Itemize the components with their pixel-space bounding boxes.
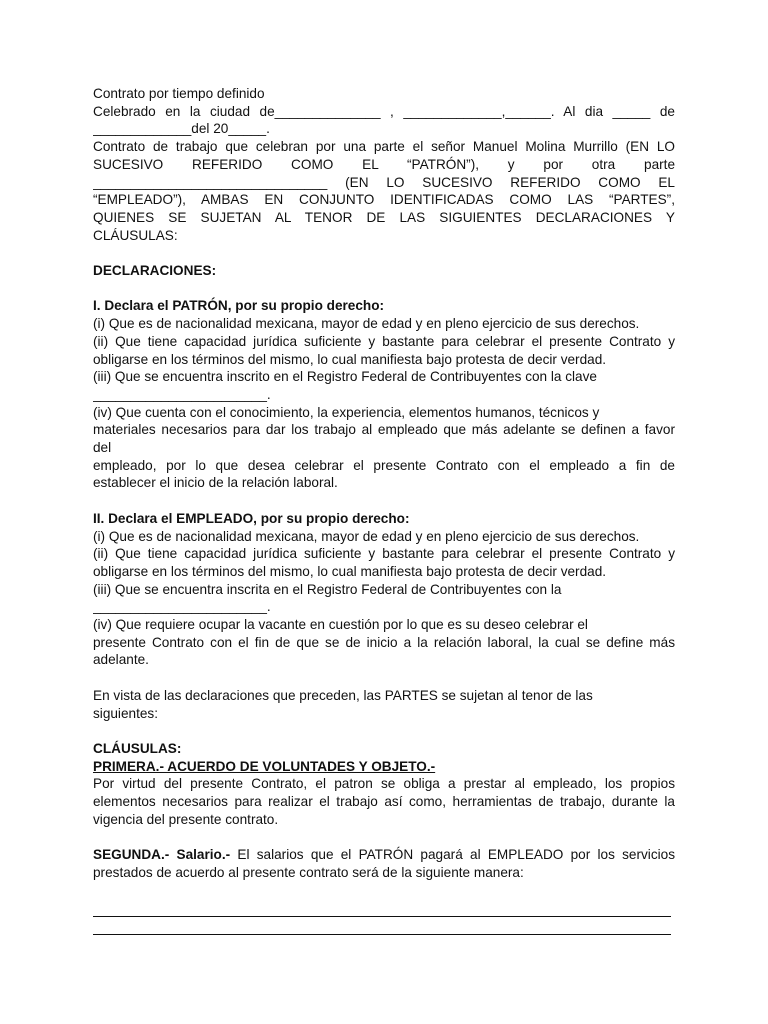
primera-clause-text: vigencia del presente contrato. bbox=[93, 811, 279, 827]
empleado-item: obligarse en los términos del mismo, lo cual manifiesta bajo protesta de decir verdad. bbox=[93, 563, 607, 579]
celebration-date-line: _____________del 20_____. bbox=[93, 121, 270, 137]
intro-line: “EMPLEADO”), AMBAS EN CONJUNTO IDENTIFICADAS COMO LAS “PARTES”, bbox=[93, 192, 675, 208]
document-page bbox=[93, 85, 675, 935]
declaraciones-heading: DECLARACIONES: bbox=[93, 263, 217, 279]
empleado-rfc-blank: _______________________. bbox=[93, 599, 271, 615]
empleado-item: (iv) Que requiere ocupar la vacante en cuestión por lo que es su deseo celebrar el bbox=[93, 617, 588, 633]
patron-item: materiales necesarios para dar los trabajo al empleado que más adelante se definen a favor bbox=[93, 422, 675, 438]
empleado-item: (iii) Que se encuentra inscrita en el Registro Federal de Contribuyentes con la bbox=[93, 581, 562, 597]
patron-declaration-heading: I. Declara el PATRÓN, por su propio derecho: bbox=[93, 298, 385, 314]
segunda-clause-text: prestados de acuerdo al presente contrato será de la siguiente manera: bbox=[93, 864, 524, 880]
vista-paragraph: siguientes: bbox=[93, 705, 158, 721]
celebration-place-line: Celebrado en la ciudad de______________ , _____________,______. Al dia _____ de bbox=[93, 103, 675, 119]
empleado-item: presente Contrato con el fin de que se de inicio a la relación laboral, la cual se define más bbox=[93, 634, 675, 650]
empleado-declaration-heading: II. Declara el EMPLEADO, por su propio derecho: bbox=[93, 510, 410, 526]
salary-blank-line bbox=[93, 923, 671, 935]
segunda-clause-label: SEGUNDA.- Salario.- bbox=[93, 847, 231, 863]
patron-item: del bbox=[93, 440, 112, 456]
primera-clause-text: elementos necesarios para realizar el trabajo así como, herramientas de trabajo, durante la bbox=[93, 794, 675, 810]
patron-item: (iv) Que cuenta con el conocimiento, la experiencia, elementos humanos, técnicos y bbox=[93, 404, 600, 420]
patron-rfc-blank: _______________________. bbox=[93, 386, 271, 402]
salary-blank-line bbox=[93, 905, 671, 917]
intro-line: _______________________________ (EN LO SUCESIVO REFERIDO COMO EL bbox=[93, 174, 675, 190]
vista-paragraph: En vista de las declaraciones que preceden, las PARTES se sujetan al tenor de las bbox=[93, 687, 593, 703]
patron-item: (iii) Que se encuentra inscrito en el Registro Federal de Contribuyentes con la clave bbox=[93, 369, 597, 385]
patron-item: establecer el inicio de la relación laboral. bbox=[93, 475, 338, 491]
segunda-clause-line bbox=[93, 846, 675, 864]
empleado-item: (i) Que es de nacionalidad mexicana, mayor de edad y en pleno ejercicio de sus derechos. bbox=[93, 528, 640, 544]
patron-item: empleado, por lo que desea celebrar el presente Contrato con el empleado a fin de bbox=[93, 457, 675, 473]
patron-item: (ii) Que tiene capacidad jurídica suficiente y bastante para celebrar el presente Contrato y bbox=[93, 333, 675, 349]
contract-title: Contrato por tiempo definido bbox=[93, 86, 265, 101]
intro-line: SUCESIVO REFERIDO COMO EL “PATRÓN”), y por otra parte bbox=[93, 156, 675, 172]
intro-line: QUIENES SE SUJETAN AL TENOR DE LAS SIGUIENTES DECLARACIONES Y bbox=[93, 209, 675, 225]
segunda-clause-text: El salarios que el PATRÓN pagará al EMPLEADO por los servicios bbox=[230, 847, 675, 863]
empleado-item: (ii) Que tiene capacidad jurídica suficiente y bastante para celebrar el presente Contrato y bbox=[93, 546, 675, 562]
primera-clause-heading: PRIMERA.- ACUERDO DE VOLUNTADES Y OBJETO.- bbox=[93, 758, 436, 774]
empleado-item: adelante. bbox=[93, 652, 149, 668]
intro-line: Contrato de trabajo que celebran por una parte el señor Manuel Molina Murrillo (EN LO bbox=[93, 139, 675, 155]
primera-clause-text: Por virtud del presente Contrato, el patron se obliga a prestar al empleado, los propios bbox=[93, 776, 675, 792]
patron-item: (i) Que es de nacionalidad mexicana, mayor de edad y en pleno ejercicio de sus derechos. bbox=[93, 316, 640, 332]
patron-item: obligarse en los términos del mismo, lo cual manifiesta bajo protesta de decir verdad. bbox=[93, 351, 607, 367]
clausulas-heading: CLÁUSULAS: bbox=[93, 740, 182, 756]
intro-line: CLÁUSULAS: bbox=[93, 227, 178, 243]
